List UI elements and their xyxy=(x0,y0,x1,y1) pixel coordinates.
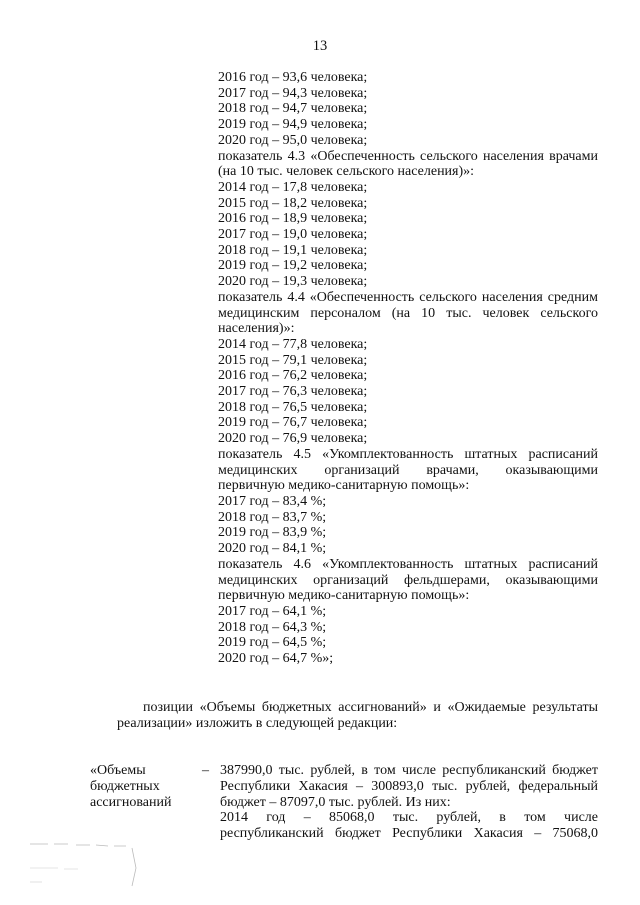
indicator-line: 2020 год – 19,3 человека; xyxy=(218,274,368,290)
indicator-line: 2020 год – 84,1 %; xyxy=(218,541,327,557)
indicator-line: 2017 год – 76,3 человека; xyxy=(218,384,368,400)
indicator-line: 2015 год – 18,2 человека; xyxy=(218,195,368,211)
indicator-line: (на 10 тыс. человек сельского населения)»: xyxy=(218,164,475,180)
indicator-line: показатель 4.4 «Обеспеченность сельского населения средним xyxy=(218,289,598,305)
indicator-line: 2020 год – 76,9 человека; xyxy=(218,431,368,447)
indicator-line: 2020 год – 95,0 человека; xyxy=(218,132,368,148)
indicator-line: 2017 год – 64,1 %; xyxy=(218,603,327,619)
indicator-line: первичную медико-санитарную помощь»: xyxy=(218,478,470,494)
margin-pencil-marks xyxy=(28,838,140,888)
indicator-line: 2020 год – 64,7 %»; xyxy=(218,651,334,667)
table-dash: – xyxy=(202,763,209,778)
table-value-line: республиканский бюджет Республики Хакасия – 75068,0 xyxy=(220,826,598,842)
indicator-line: 2017 год – 83,4 %; xyxy=(218,493,327,509)
budget-allocations-value xyxy=(220,763,598,842)
table-value-line: 2014 год – 85068,0 тыс. рублей, в том числе xyxy=(220,810,598,826)
indicator-line: показатель 4.5 «Укомплектованность штатных расписаний xyxy=(218,446,598,462)
indicator-line: 2018 год – 83,7 %; xyxy=(218,509,327,525)
indicator-line: медицинским персоналом (на 10 тыс. человек сельского xyxy=(218,305,598,321)
indicator-line: 2016 год – 93,6 человека; xyxy=(218,70,368,85)
amendment-intro xyxy=(117,700,598,732)
indicator-line: 2016 год – 18,9 человека; xyxy=(218,211,368,227)
indicator-line: 2018 год – 19,1 человека; xyxy=(218,242,368,258)
indicator-line: 2015 год – 79,1 человека; xyxy=(218,352,368,368)
indicator-line: 2019 год – 64,5 %; xyxy=(218,635,327,651)
indicator-line: медицинских организаций фельдшерами, оказывающими xyxy=(218,572,598,588)
table-label-line: ассигнований xyxy=(90,794,172,810)
indicator-line: 2014 год – 17,8 человека; xyxy=(218,179,368,195)
indicator-line: 2018 год – 94,7 человека; xyxy=(218,101,368,117)
table-label-line: «Объемы xyxy=(90,763,146,778)
indicator-line: показатель 4.6 «Укомплектованность штатных расписаний xyxy=(218,556,598,572)
table-value-line: Республики Хакасия – 300893,0 тыс. рублей, федеральный xyxy=(220,778,598,794)
indicator-line: 2016 год – 76,2 человека; xyxy=(218,368,368,384)
table-value-line: бюджет – 87097,0 тыс. рублей. Из них: xyxy=(220,794,451,810)
indicator-line: медицинских организаций врачами, оказывающими xyxy=(218,462,598,478)
amendment-intro-line-1: позиции «Объемы бюджетных ассигнований» и «Ожидаемые результаты xyxy=(143,700,598,715)
indicator-line: 2019 год – 19,2 человека; xyxy=(218,258,368,274)
indicator-line: первичную медико-санитарную помощь»: xyxy=(218,588,470,604)
indicator-line: 2019 год – 76,7 человека; xyxy=(218,415,368,431)
indicator-line: показатель 4.3 «Обеспеченность сельского населения врачами xyxy=(218,148,598,164)
indicator-line: 2019 год – 83,9 %; xyxy=(218,525,327,541)
indicator-line: 2017 год – 19,0 человека; xyxy=(218,227,368,243)
table-label-line: бюджетных xyxy=(90,778,160,794)
budget-allocations-label xyxy=(90,763,190,810)
indicator-line: населения)»: xyxy=(218,321,295,337)
amendment-intro-line-2: реализации» изложить в следующей редакции: xyxy=(117,716,398,731)
page-number: 13 xyxy=(312,38,328,54)
indicator-line: 2018 год – 64,3 %; xyxy=(218,619,327,635)
indicators-list xyxy=(218,70,598,667)
indicator-line: 2018 год – 76,5 человека; xyxy=(218,399,368,415)
table-value-line: 387990,0 тыс. рублей, в том числе республиканский бюджет xyxy=(220,763,598,778)
indicator-line: 2019 год – 94,9 человека; xyxy=(218,117,368,133)
indicator-line: 2014 год – 77,8 человека; xyxy=(218,336,368,352)
indicator-line: 2017 год – 94,3 человека; xyxy=(218,85,368,101)
